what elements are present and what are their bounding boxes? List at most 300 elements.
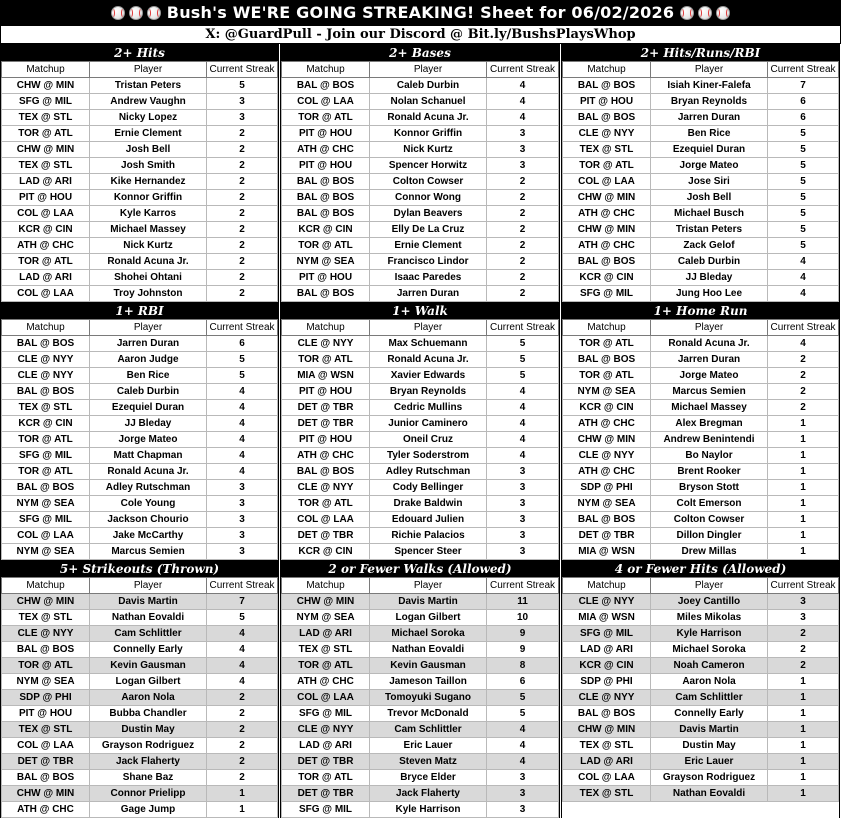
player-cell: Jameson Taillon bbox=[370, 674, 487, 690]
player-cell: Nathan Eovaldi bbox=[651, 786, 768, 802]
matchup-cell: BAL @ BOS bbox=[282, 190, 370, 206]
player-cell: Ben Rice bbox=[90, 368, 207, 384]
player-cell: Adley Rutschman bbox=[370, 464, 487, 480]
column-header-matchup: Matchup bbox=[282, 578, 370, 594]
table-row bbox=[282, 690, 559, 706]
matchup-cell: BAL @ BOS bbox=[282, 286, 370, 302]
table-row bbox=[563, 254, 839, 270]
player-cell: Jake McCarthy bbox=[90, 528, 207, 544]
streak-cell: 1 bbox=[768, 706, 839, 722]
player-cell: Jack Flaherty bbox=[370, 786, 487, 802]
matchup-cell: PIT @ HOU bbox=[282, 384, 370, 400]
streak-cell: 2 bbox=[487, 270, 559, 286]
table-row bbox=[282, 594, 559, 610]
player-cell: Shane Baz bbox=[90, 770, 207, 786]
streak-cell: 4 bbox=[207, 674, 278, 690]
streak-cell: 2 bbox=[768, 658, 839, 674]
table-row bbox=[563, 690, 839, 706]
matchup-cell: DET @ TBR bbox=[282, 400, 370, 416]
table-row bbox=[2, 658, 278, 674]
player-cell: Nolan Schanuel bbox=[370, 94, 487, 110]
panel-title: 2+ Hits bbox=[1, 44, 278, 61]
table-row bbox=[2, 416, 278, 432]
player-cell: Bryce Elder bbox=[370, 770, 487, 786]
table-row bbox=[282, 384, 559, 400]
streak-cell: 4 bbox=[487, 432, 559, 448]
column-header-player: Player bbox=[370, 62, 487, 78]
player-cell: Jorge Mateo bbox=[651, 158, 768, 174]
stat-panel bbox=[561, 302, 840, 560]
stat-panel bbox=[280, 560, 560, 818]
streak-cell: 3 bbox=[207, 496, 278, 512]
matchup-cell: NYM @ SEA bbox=[282, 610, 370, 626]
panel-title: 2 or Fewer Walks (Allowed) bbox=[281, 560, 559, 577]
player-cell: Zack Gelof bbox=[651, 238, 768, 254]
streak-cell: 5 bbox=[768, 142, 839, 158]
matchup-cell: CLE @ NYY bbox=[563, 594, 651, 610]
table-row bbox=[282, 480, 559, 496]
matchup-cell: DET @ TBR bbox=[2, 754, 90, 770]
streak-cell: 4 bbox=[207, 416, 278, 432]
streak-cell: 2 bbox=[768, 368, 839, 384]
table-row bbox=[2, 190, 278, 206]
table-row bbox=[282, 642, 559, 658]
matchup-cell: TOR @ ATL bbox=[2, 464, 90, 480]
table-row bbox=[2, 626, 278, 642]
matchup-cell: PIT @ HOU bbox=[282, 126, 370, 142]
streak-cell: 1 bbox=[768, 512, 839, 528]
streak-cell: 3 bbox=[207, 512, 278, 528]
player-cell: JJ Bleday bbox=[90, 416, 207, 432]
player-cell: Connelly Early bbox=[651, 706, 768, 722]
streak-cell: 4 bbox=[487, 78, 559, 94]
matchup-cell: TOR @ ATL bbox=[2, 254, 90, 270]
table-row bbox=[2, 352, 278, 368]
player-cell: Colton Cowser bbox=[651, 512, 768, 528]
table-row bbox=[282, 254, 559, 270]
streak-cell: 5 bbox=[768, 222, 839, 238]
matchup-cell: NYM @ SEA bbox=[563, 496, 651, 512]
streak-cell: 5 bbox=[768, 158, 839, 174]
streak-cell: 4 bbox=[207, 658, 278, 674]
table-row bbox=[2, 78, 278, 94]
matchup-cell: LAD @ ARI bbox=[282, 738, 370, 754]
matchup-cell: PIT @ HOU bbox=[2, 706, 90, 722]
streak-cell: 1 bbox=[768, 754, 839, 770]
player-cell: Kevin Gausman bbox=[90, 658, 207, 674]
streak-cell: 2 bbox=[207, 706, 278, 722]
table-row bbox=[563, 722, 839, 738]
matchup-cell: SFG @ MIL bbox=[563, 286, 651, 302]
table-row bbox=[282, 464, 559, 480]
streak-cell: 4 bbox=[207, 448, 278, 464]
player-cell: Logan Gilbert bbox=[90, 674, 207, 690]
table-row bbox=[282, 610, 559, 626]
streak-cell: 2 bbox=[207, 174, 278, 190]
player-cell: Nicky Lopez bbox=[90, 110, 207, 126]
player-cell: Kyle Harrison bbox=[370, 802, 487, 818]
streak-cell: 5 bbox=[768, 206, 839, 222]
table-row bbox=[563, 738, 839, 754]
player-cell: Kike Hernandez bbox=[90, 174, 207, 190]
column-header-matchup: Matchup bbox=[2, 62, 90, 78]
matchup-cell: CLE @ NYY bbox=[563, 448, 651, 464]
column-header-streak: Current Streak bbox=[768, 320, 839, 336]
player-cell: Michael Massey bbox=[90, 222, 207, 238]
streak-cell: 1 bbox=[768, 674, 839, 690]
matchup-cell: NYM @ SEA bbox=[2, 544, 90, 560]
baseball-icon bbox=[111, 6, 125, 20]
streak-cell: 3 bbox=[487, 512, 559, 528]
streak-cell: 3 bbox=[487, 126, 559, 142]
table-row bbox=[2, 754, 278, 770]
table-row bbox=[563, 594, 839, 610]
player-cell: Colton Cowser bbox=[370, 174, 487, 190]
streak-cell: 10 bbox=[487, 610, 559, 626]
column-header-player: Player bbox=[651, 62, 768, 78]
stat-panel bbox=[561, 560, 840, 818]
panels-grid bbox=[0, 44, 841, 819]
table-row bbox=[2, 802, 278, 818]
player-cell: Kyle Harrison bbox=[651, 626, 768, 642]
player-cell: Jorge Mateo bbox=[90, 432, 207, 448]
table-row bbox=[563, 642, 839, 658]
matchup-cell: TOR @ ATL bbox=[282, 352, 370, 368]
table-row bbox=[563, 206, 839, 222]
matchup-cell: BAL @ BOS bbox=[2, 642, 90, 658]
streak-cell: 5 bbox=[487, 706, 559, 722]
table-row bbox=[282, 674, 559, 690]
baseball-icon bbox=[680, 6, 694, 20]
streak-cell: 2 bbox=[487, 238, 559, 254]
player-cell: Ronald Acuna Jr. bbox=[651, 336, 768, 352]
player-cell: Josh Smith bbox=[90, 158, 207, 174]
streak-cell: 2 bbox=[207, 206, 278, 222]
table-row bbox=[563, 190, 839, 206]
streak-cell: 6 bbox=[207, 336, 278, 352]
table-row bbox=[2, 706, 278, 722]
player-cell: Eric Lauer bbox=[651, 754, 768, 770]
streak-table bbox=[281, 319, 559, 560]
column-header-matchup: Matchup bbox=[563, 578, 651, 594]
player-cell: Davis Martin bbox=[651, 722, 768, 738]
title-banner bbox=[0, 0, 841, 25]
player-cell: Trevor McDonald bbox=[370, 706, 487, 722]
table-row bbox=[563, 286, 839, 302]
player-cell: Xavier Edwards bbox=[370, 368, 487, 384]
player-cell: Jack Flaherty bbox=[90, 754, 207, 770]
table-row bbox=[282, 416, 559, 432]
matchup-cell: TEX @ STL bbox=[563, 738, 651, 754]
table-row bbox=[2, 610, 278, 626]
streak-cell: 1 bbox=[768, 432, 839, 448]
matchup-cell: CHW @ MIN bbox=[2, 594, 90, 610]
header-row bbox=[282, 320, 559, 336]
matchup-cell: CHW @ MIN bbox=[2, 78, 90, 94]
streak-cell: 2 bbox=[487, 254, 559, 270]
matchup-cell: MIA @ WSN bbox=[563, 610, 651, 626]
player-cell: Michael Soroka bbox=[370, 626, 487, 642]
streak-cell: 1 bbox=[768, 786, 839, 802]
matchup-cell: BAL @ BOS bbox=[282, 464, 370, 480]
table-row bbox=[563, 416, 839, 432]
table-row bbox=[563, 464, 839, 480]
streak-cell: 4 bbox=[487, 448, 559, 464]
matchup-cell: TOR @ ATL bbox=[282, 496, 370, 512]
sheet-title: Bush's WE'RE GOING STREAKING! Sheet for 06/02/2026 bbox=[166, 3, 675, 22]
streak-cell: 2 bbox=[207, 722, 278, 738]
table-row bbox=[282, 770, 559, 786]
table-row bbox=[282, 78, 559, 94]
table-row bbox=[2, 254, 278, 270]
matchup-cell: COL @ LAA bbox=[2, 206, 90, 222]
column-header-player: Player bbox=[370, 578, 487, 594]
table-row bbox=[282, 754, 559, 770]
player-cell: Cedric Mullins bbox=[370, 400, 487, 416]
streak-cell: 9 bbox=[487, 626, 559, 642]
player-cell: Bubba Chandler bbox=[90, 706, 207, 722]
table-row bbox=[563, 770, 839, 786]
column-header-matchup: Matchup bbox=[2, 320, 90, 336]
streak-cell: 4 bbox=[487, 722, 559, 738]
player-cell: Jarren Duran bbox=[651, 110, 768, 126]
player-cell: Spencer Steer bbox=[370, 544, 487, 560]
player-cell: Caleb Durbin bbox=[370, 78, 487, 94]
streak-cell: 3 bbox=[487, 142, 559, 158]
streak-cell: 4 bbox=[487, 94, 559, 110]
matchup-cell: TOR @ ATL bbox=[282, 770, 370, 786]
column-header-streak: Current Streak bbox=[768, 578, 839, 594]
stat-panel bbox=[0, 302, 279, 560]
matchup-cell: DET @ TBR bbox=[282, 528, 370, 544]
table-row bbox=[282, 496, 559, 512]
streak-cell: 4 bbox=[207, 400, 278, 416]
player-cell: Drew Millas bbox=[651, 544, 768, 560]
matchup-cell: BAL @ BOS bbox=[2, 480, 90, 496]
table-row bbox=[563, 368, 839, 384]
table-row bbox=[282, 286, 559, 302]
social-subtitle: X: @GuardPull - Join our Discord @ Bit.ly/BushsPlaysWhop bbox=[0, 25, 841, 44]
matchup-cell: COL @ LAA bbox=[282, 512, 370, 528]
streak-cell: 2 bbox=[768, 352, 839, 368]
matchup-cell: BAL @ BOS bbox=[563, 352, 651, 368]
table-row bbox=[2, 174, 278, 190]
table-row bbox=[282, 94, 559, 110]
matchup-cell: TEX @ STL bbox=[282, 642, 370, 658]
streak-cell: 2 bbox=[768, 626, 839, 642]
table-row bbox=[563, 512, 839, 528]
matchup-cell: TOR @ ATL bbox=[2, 126, 90, 142]
streak-cell: 1 bbox=[768, 690, 839, 706]
matchup-cell: LAD @ ARI bbox=[563, 642, 651, 658]
player-cell: Junior Caminero bbox=[370, 416, 487, 432]
matchup-cell: CHW @ MIN bbox=[563, 222, 651, 238]
streak-cell: 4 bbox=[487, 110, 559, 126]
player-cell: Jarren Duran bbox=[90, 336, 207, 352]
baseball-icon bbox=[698, 6, 712, 20]
matchup-cell: TOR @ ATL bbox=[563, 368, 651, 384]
matchup-cell: DET @ TBR bbox=[282, 416, 370, 432]
player-cell: Dustin May bbox=[651, 738, 768, 754]
player-cell: Ronald Acuna Jr. bbox=[370, 352, 487, 368]
panel-title: 5+ Strikeouts (Thrown) bbox=[1, 560, 278, 577]
streak-cell: 3 bbox=[768, 610, 839, 626]
matchup-cell: BAL @ BOS bbox=[563, 78, 651, 94]
matchup-cell: CLE @ NYY bbox=[282, 336, 370, 352]
matchup-cell: SFG @ MIL bbox=[2, 94, 90, 110]
matchup-cell: SFG @ MIL bbox=[2, 448, 90, 464]
player-cell: Ronald Acuna Jr. bbox=[90, 254, 207, 270]
player-cell: Drake Baldwin bbox=[370, 496, 487, 512]
table-row bbox=[2, 432, 278, 448]
streak-cell: 3 bbox=[487, 158, 559, 174]
matchup-cell: CLE @ NYY bbox=[563, 690, 651, 706]
column-header-streak: Current Streak bbox=[207, 320, 278, 336]
table-row bbox=[563, 754, 839, 770]
player-cell: Ernie Clement bbox=[90, 126, 207, 142]
player-cell: Adley Rutschman bbox=[90, 480, 207, 496]
header-row bbox=[563, 578, 839, 594]
baseball-icon bbox=[129, 6, 143, 20]
player-cell: Tyler Soderstrom bbox=[370, 448, 487, 464]
matchup-cell: ATH @ CHC bbox=[563, 464, 651, 480]
table-row bbox=[2, 594, 278, 610]
matchup-cell: PIT @ HOU bbox=[563, 94, 651, 110]
streak-cell: 7 bbox=[207, 594, 278, 610]
streak-cell: 3 bbox=[768, 594, 839, 610]
streak-cell: 1 bbox=[768, 496, 839, 512]
table-row bbox=[282, 336, 559, 352]
table-row bbox=[2, 464, 278, 480]
matchup-cell: NYM @ SEA bbox=[2, 496, 90, 512]
table-row bbox=[282, 802, 559, 818]
stat-panel bbox=[280, 44, 560, 302]
streak-cell: 5 bbox=[768, 238, 839, 254]
table-row bbox=[282, 528, 559, 544]
player-cell: Matt Chapman bbox=[90, 448, 207, 464]
header-row bbox=[282, 578, 559, 594]
player-cell: Bryson Stott bbox=[651, 480, 768, 496]
matchup-cell: TOR @ ATL bbox=[563, 336, 651, 352]
table-row bbox=[282, 190, 559, 206]
streak-cell: 5 bbox=[487, 352, 559, 368]
matchup-cell: CLE @ NYY bbox=[2, 368, 90, 384]
player-cell: Isiah Kiner-Falefa bbox=[651, 78, 768, 94]
player-cell: Connelly Early bbox=[90, 642, 207, 658]
table-row bbox=[2, 400, 278, 416]
streak-cell: 3 bbox=[487, 528, 559, 544]
header-row bbox=[563, 62, 839, 78]
table-row bbox=[2, 642, 278, 658]
table-row bbox=[563, 706, 839, 722]
table-row bbox=[563, 78, 839, 94]
matchup-cell: CLE @ NYY bbox=[563, 126, 651, 142]
table-row bbox=[563, 94, 839, 110]
player-cell: Michael Massey bbox=[651, 400, 768, 416]
player-cell: Brent Rooker bbox=[651, 464, 768, 480]
matchup-cell: NYM @ SEA bbox=[282, 254, 370, 270]
player-cell: Ben Rice bbox=[651, 126, 768, 142]
table-row bbox=[282, 126, 559, 142]
panel-title: 4 or Fewer Hits (Allowed) bbox=[562, 560, 839, 577]
matchup-cell: CHW @ MIN bbox=[2, 786, 90, 802]
matchup-cell: TOR @ ATL bbox=[282, 658, 370, 674]
table-row bbox=[2, 770, 278, 786]
streak-cell: 2 bbox=[487, 222, 559, 238]
matchup-cell: BAL @ BOS bbox=[282, 78, 370, 94]
matchup-cell: KCR @ CIN bbox=[563, 270, 651, 286]
streak-cell: 1 bbox=[768, 416, 839, 432]
matchup-cell: CHW @ MIN bbox=[563, 190, 651, 206]
matchup-cell: TEX @ STL bbox=[2, 610, 90, 626]
streak-cell: 2 bbox=[487, 286, 559, 302]
matchup-cell: BAL @ BOS bbox=[563, 512, 651, 528]
player-cell: Aaron Judge bbox=[90, 352, 207, 368]
table-row bbox=[2, 126, 278, 142]
table-row bbox=[282, 368, 559, 384]
player-cell: Grayson Rodriguez bbox=[651, 770, 768, 786]
table-row bbox=[2, 722, 278, 738]
header-row bbox=[563, 320, 839, 336]
matchup-cell: SDP @ PHI bbox=[563, 480, 651, 496]
streak-cell: 3 bbox=[207, 528, 278, 544]
column-header-player: Player bbox=[651, 578, 768, 594]
streak-cell: 3 bbox=[487, 544, 559, 560]
streak-cell: 5 bbox=[487, 368, 559, 384]
matchup-cell: TOR @ ATL bbox=[282, 238, 370, 254]
player-cell: Connor Wong bbox=[370, 190, 487, 206]
table-row bbox=[563, 158, 839, 174]
streak-cell: 2 bbox=[207, 158, 278, 174]
player-cell: Ronald Acuna Jr. bbox=[90, 464, 207, 480]
streak-cell: 2 bbox=[207, 222, 278, 238]
matchup-cell: DET @ TBR bbox=[282, 786, 370, 802]
matchup-cell: DET @ TBR bbox=[282, 754, 370, 770]
player-cell: Shohei Ohtani bbox=[90, 270, 207, 286]
table-row bbox=[282, 448, 559, 464]
player-cell: Logan Gilbert bbox=[370, 610, 487, 626]
matchup-cell: CHW @ MIN bbox=[2, 142, 90, 158]
table-row bbox=[2, 448, 278, 464]
table-row bbox=[563, 222, 839, 238]
table-row bbox=[563, 400, 839, 416]
matchup-cell: SFG @ MIL bbox=[282, 706, 370, 722]
matchup-cell: CLE @ NYY bbox=[282, 722, 370, 738]
table-row bbox=[282, 512, 559, 528]
table-row bbox=[2, 336, 278, 352]
streak-cell: 4 bbox=[487, 738, 559, 754]
player-cell: Grayson Rodriguez bbox=[90, 738, 207, 754]
table-row bbox=[2, 496, 278, 512]
player-cell: Tristan Peters bbox=[90, 78, 207, 94]
matchup-cell: CHW @ MIN bbox=[563, 432, 651, 448]
matchup-cell: TEX @ STL bbox=[2, 158, 90, 174]
stat-panel bbox=[0, 560, 279, 818]
table-row bbox=[563, 448, 839, 464]
table-row bbox=[2, 110, 278, 126]
streak-cell: 4 bbox=[487, 400, 559, 416]
matchup-cell: COL @ LAA bbox=[563, 770, 651, 786]
streak-cell: 5 bbox=[768, 174, 839, 190]
player-cell: Dillon Dingler bbox=[651, 528, 768, 544]
table-row bbox=[282, 786, 559, 802]
matchup-cell: KCR @ CIN bbox=[282, 544, 370, 560]
streak-cell: 3 bbox=[487, 802, 559, 818]
player-cell: Francisco Lindor bbox=[370, 254, 487, 270]
player-cell: Cam Schlittler bbox=[651, 690, 768, 706]
streak-cell: 2 bbox=[487, 206, 559, 222]
player-cell: Ernie Clement bbox=[370, 238, 487, 254]
